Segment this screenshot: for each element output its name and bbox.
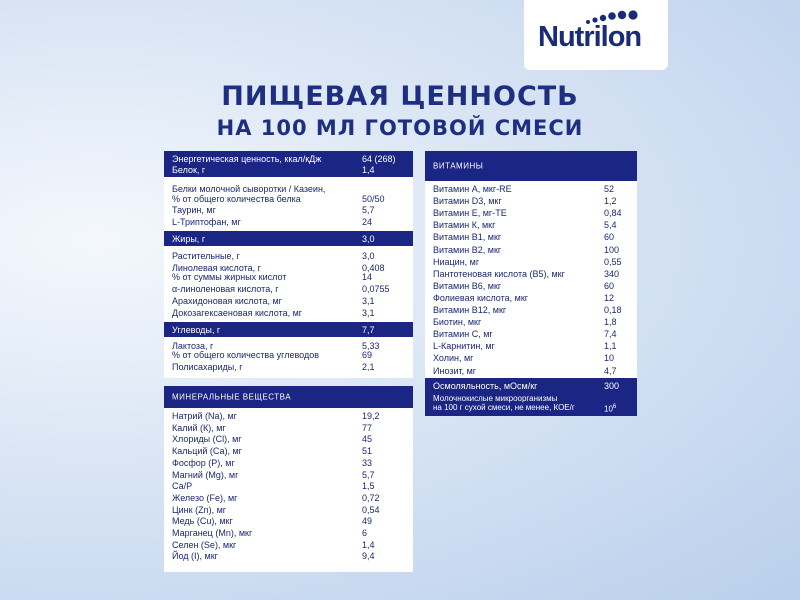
vitamin-label: Витамин В6, мкг xyxy=(433,280,502,291)
mineral-value: 6 xyxy=(362,528,368,538)
mineral-label: Медь (Cu), мкг xyxy=(172,516,233,527)
vitamin-value: 100 xyxy=(604,244,620,255)
vitamin-label: Пантотеновая кислота (В5), мкг xyxy=(433,268,565,279)
vitamins-header: ВИТАМИНЫ xyxy=(425,151,637,181)
vitamin-label: Витамин А, мкг-RE xyxy=(433,184,512,194)
vitamins-panel: ВИТАМИНЫ Витамин А, мкг-RE 52 Витамин D3, мкг 1,2 Витамин Е, мг-ТЕ 0,84 Витамин К, мкг 5,4 Витамин В1, мкг 60 Витамин В2, мкг 100 Ниацин, мг 0,55 Пантотеновая кислота (В5), мкг 340 Витамин В6, мкг 60 Фолиевая кислота, мкг 12 Витамин В12, мкг 0,18 Биотин, мкг 1,8 Витамин С, мг 7,4 L-Карнитин, мг 1,1 Холин, мг 10 Инозит, мг 4,7 Осмоляльность, мОсм/кг 300 Молочнокислые микроорганизмы на 100 г сухой смеси, не менее, КОЕ/г $10^6$ xyxy=(425,151,637,416)
mineral-value: 77 xyxy=(362,422,373,433)
vitamin-value: 10 xyxy=(604,353,615,364)
vitamin-value: 60 xyxy=(604,280,615,291)
mineral-label: Марганец (Mn), мкг xyxy=(172,528,253,538)
mineral-value: 51 xyxy=(362,446,373,457)
mineral-value: 0,72 xyxy=(362,492,380,503)
probiotic-value: $10^6$ xyxy=(604,404,617,414)
vitamin-label: Витамин С, мг xyxy=(433,329,493,340)
vitamin-value: 5,4 xyxy=(604,220,617,231)
mineral-label: Йод (I), мкг xyxy=(172,551,218,562)
vitamin-label: L-Карнитин, мг xyxy=(433,341,495,352)
mineral-value: 0,54 xyxy=(362,504,380,515)
mineral-label: Фосфор (Р), мг xyxy=(172,457,235,468)
mineral-label: Селен (Se), мкг xyxy=(172,539,237,550)
vitamin-value: 1,1 xyxy=(604,341,617,352)
mineral-value: 33 xyxy=(362,457,373,468)
mineral-label: Магний (Mg), мг xyxy=(172,469,239,480)
vitamin-label: Витамин В2, мкг xyxy=(433,244,502,255)
brand-logo xyxy=(524,0,668,70)
mineral-label: Калий (К), мг xyxy=(172,422,226,433)
vitamin-label: Инозит, мг xyxy=(433,365,477,376)
title-line-2: НА 100 МЛ ГОТОВОЙ СМЕСИ xyxy=(216,116,584,140)
vitamin-label: Витамин К, мкг xyxy=(433,220,496,231)
mineral-value: 45 xyxy=(362,434,373,445)
vitamin-value: 1,8 xyxy=(604,317,617,328)
mineral-value: 19,2 xyxy=(362,411,380,421)
vitamin-value: 340 xyxy=(604,268,620,279)
mineral-value: 5,7 xyxy=(362,469,375,480)
mineral-label: Железо (Fe), мг xyxy=(172,492,238,503)
mineral-label: Натрий (Na), мг xyxy=(172,411,237,421)
mineral-value: 9,4 xyxy=(362,551,375,562)
page-title xyxy=(0,80,800,142)
mineral-label: Цинк (Zn), мг xyxy=(172,504,227,515)
nutrition-panel: Энергетическая ценность, ккал/кДж 64 (268) Белок, г 1,4 Белки молочной сыворотки / Казеин, % от общего количества белка 50/50 Таурин, мг 5,7 L-Триптофан, мг 24 Жиры, г 3,0 Растительные, г 3,0 Линолевая кислота, г 0,408 % от суммы жирных кислот 14 α-линоленовая кислота, г 0,0755 Арахидоновая кислота, мг 3,1 Докозагексаеновая кислота, мг 3,1 Углеводы, г 7,7 Лактоза, г 5,33 % от общего количества углеводов 69 Полисахариды, г 2,1 xyxy=(164,151,413,378)
mineral-label: Хлориды (Cl), мг xyxy=(172,434,242,445)
vitamin-label: Витамин Е, мг-ТЕ xyxy=(433,208,507,219)
vitamin-label: Витамин В12, мкг xyxy=(433,305,507,315)
vitamin-value: 0,55 xyxy=(604,256,622,267)
vitamin-value: 12 xyxy=(604,292,615,303)
vitamin-label: Фолиевая кислота, мкг xyxy=(433,292,529,303)
minerals-header: МИНЕРАЛЬНЫЕ ВЕЩЕСТВА xyxy=(164,386,413,408)
vitamin-value: 1,2 xyxy=(604,196,617,207)
title-line-1: ПИЩЕВАЯ ЦЕННОСТЬ xyxy=(221,81,579,112)
mineral-label: Кальций (Са), мг xyxy=(172,446,242,457)
vitamin-value: 4,7 xyxy=(604,365,617,376)
mineral-value: 1,4 xyxy=(362,539,375,550)
logo-text: Nutrilon xyxy=(538,21,642,53)
vitamin-value: 0,84 xyxy=(604,208,622,219)
vitamin-label: Холин, мг xyxy=(433,353,474,364)
vitamin-value: 7,4 xyxy=(604,329,617,340)
vitamin-label: Витамин В1, мкг xyxy=(433,232,502,243)
mineral-label: Са/Р xyxy=(172,481,193,492)
vitamin-value: 52 xyxy=(604,184,615,194)
vitamin-label: Биотин, мкг xyxy=(433,317,482,328)
mineral-value: 49 xyxy=(362,516,373,527)
vitamin-label: Ниацин, мг xyxy=(433,256,480,267)
minerals-panel xyxy=(164,386,413,572)
vitamin-value: 0,18 xyxy=(604,305,622,315)
mineral-value: 1,5 xyxy=(362,481,375,492)
vitamin-value: 60 xyxy=(604,232,615,243)
vitamin-label: Витамин D3, мкг xyxy=(433,196,502,207)
